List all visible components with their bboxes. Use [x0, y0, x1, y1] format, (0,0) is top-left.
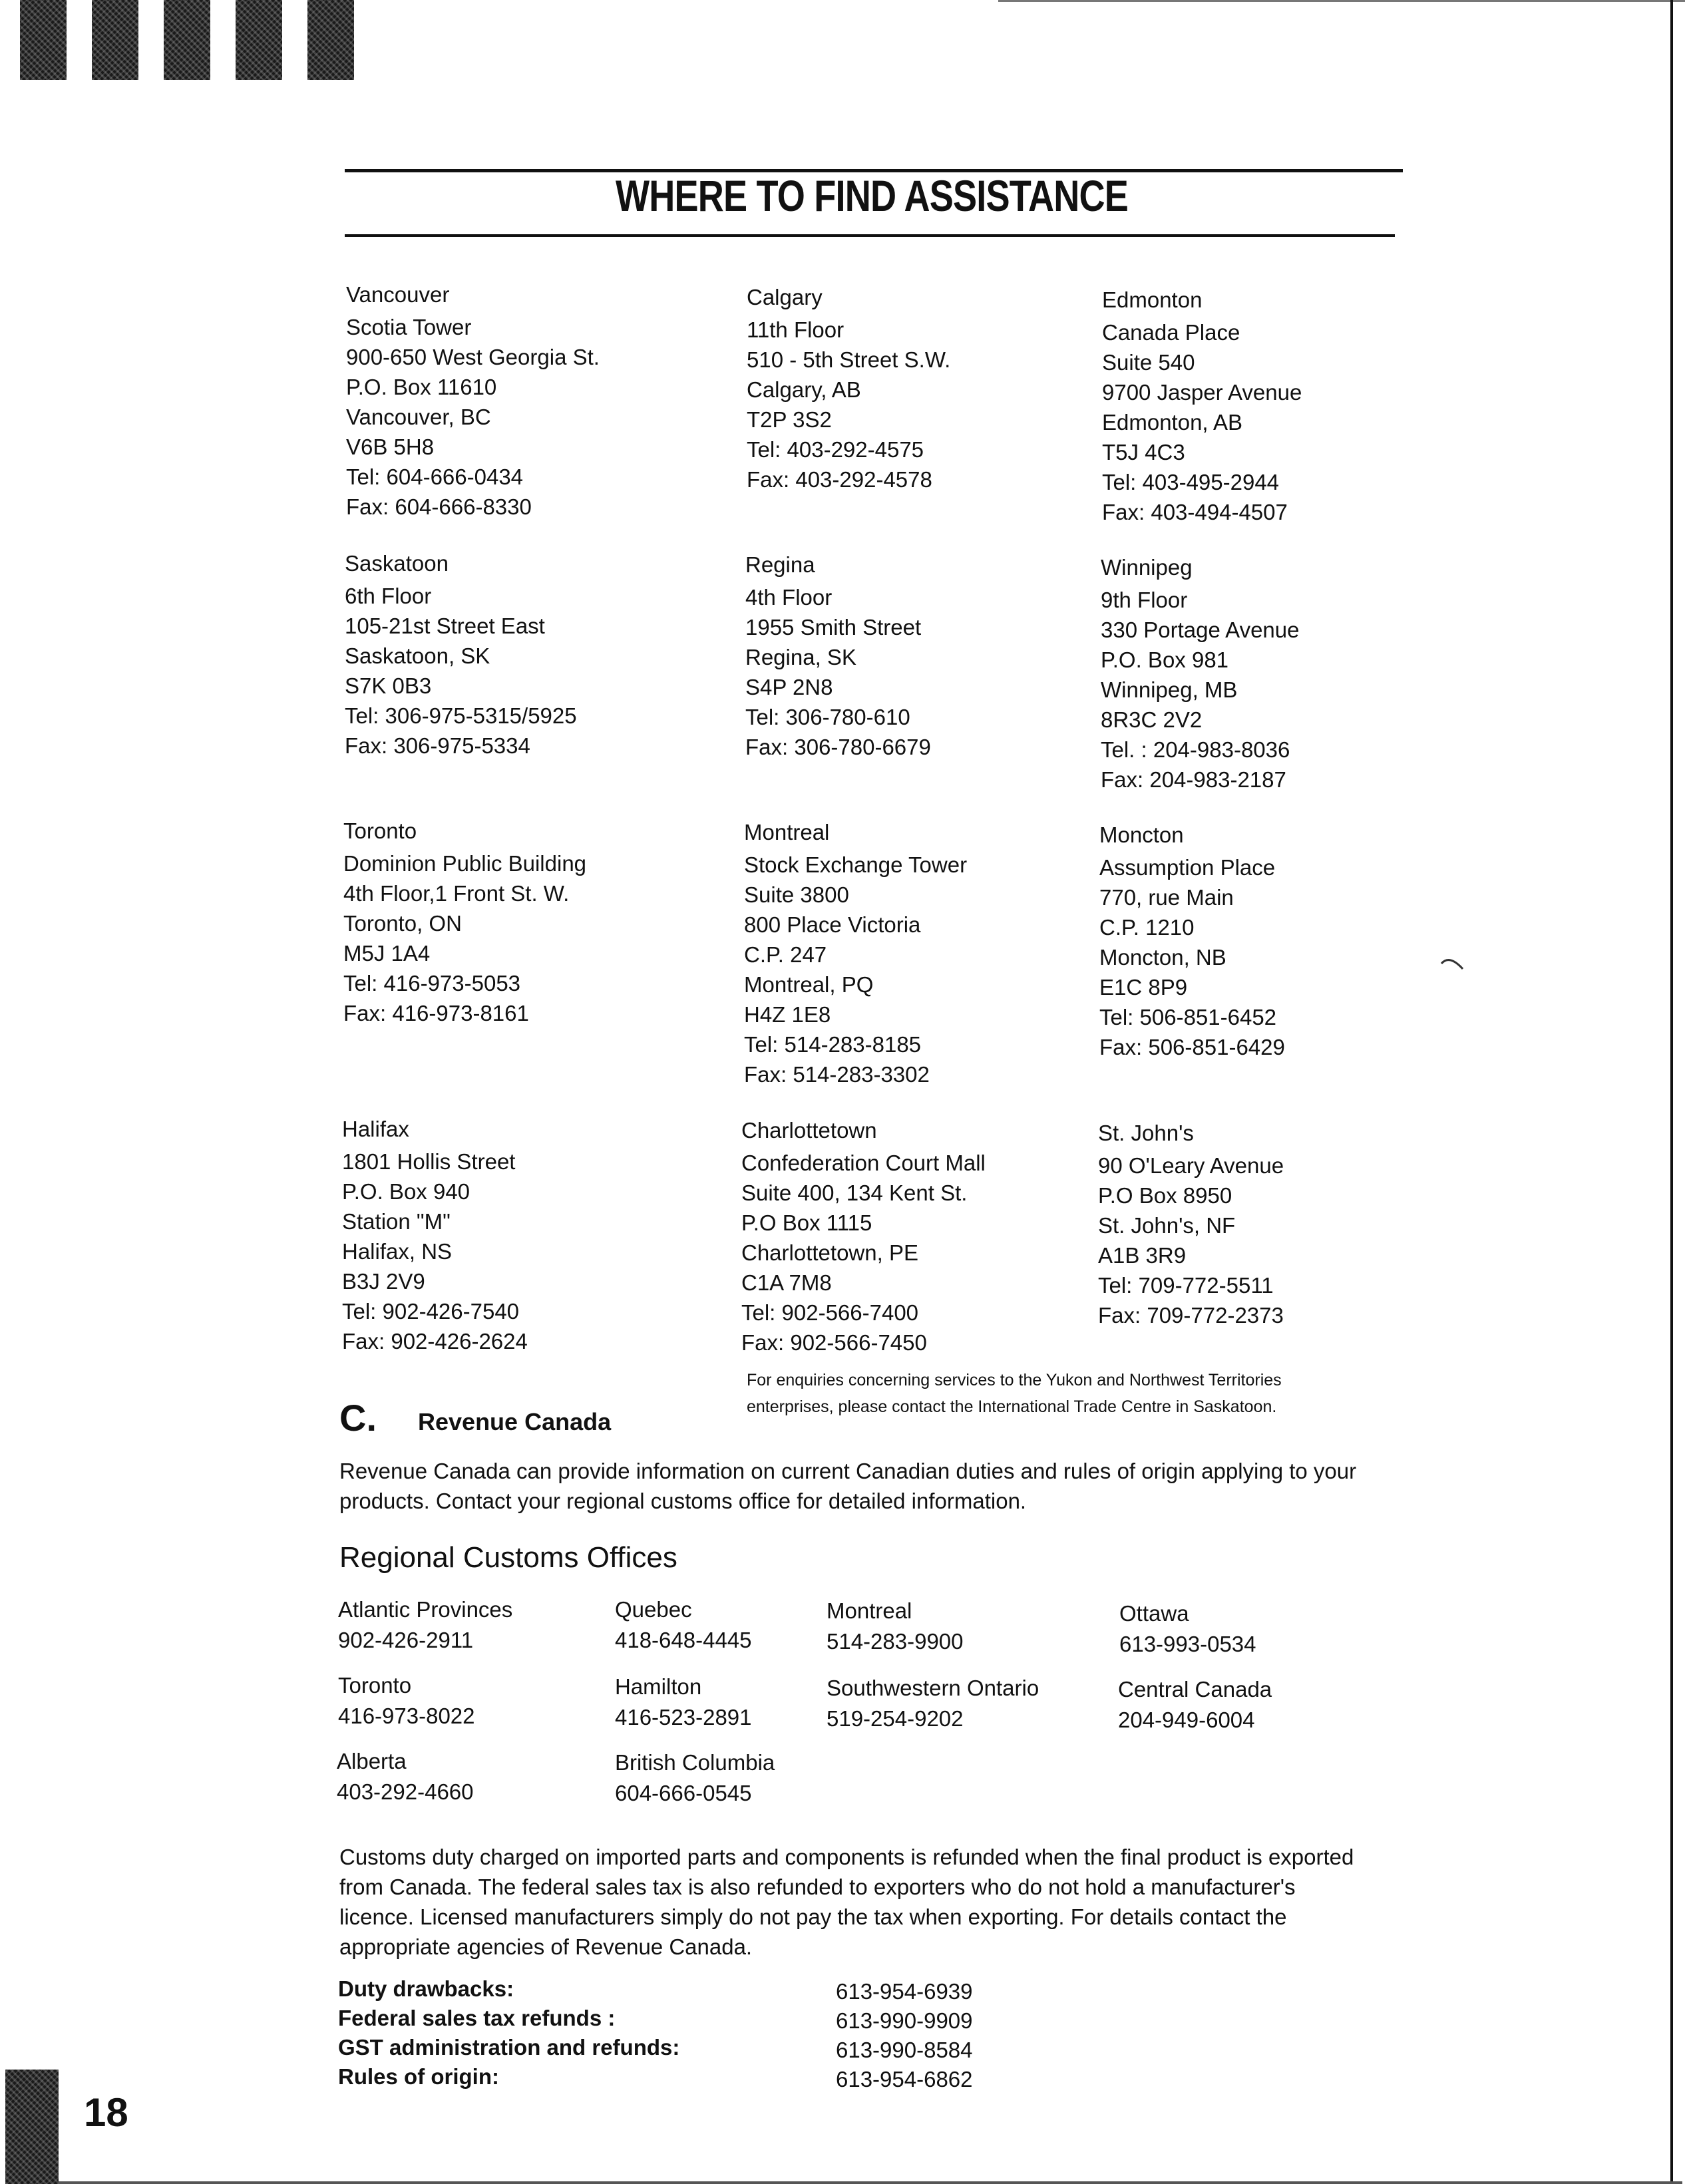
office-line: Fax: 506-851-6429 — [1099, 1035, 1285, 1059]
office-line: Fax: 514-283-3302 — [744, 1062, 930, 1087]
office-saskatoon — [345, 548, 691, 761]
regional-office-name: Southwestern Ontario — [827, 1676, 1039, 1700]
office-line: Suite 400, 134 Kent St. — [741, 1181, 968, 1205]
paragraph-line: from Canada. The federal sales tax is also refunded to exporters who do not hold a manufacturer's — [339, 1875, 1296, 1899]
office-line: 105-21st Street East — [345, 614, 545, 638]
office-line: 9th Floor — [1101, 588, 1188, 612]
regional-office — [827, 1673, 1039, 1734]
office-line: 90 O'Leary Avenue — [1098, 1153, 1284, 1178]
page-title: WHERE TO FIND ASSISTANCE — [615, 171, 1129, 220]
regional-office-name: Montreal — [827, 1598, 912, 1623]
texture-block-bottom — [5, 2070, 59, 2184]
office-line: T2P 3S2 — [747, 407, 832, 432]
office-line: B3J 2V9 — [342, 1269, 425, 1294]
regional-office — [615, 1594, 752, 1656]
office-line: Suite 3800 — [744, 882, 849, 907]
regional-office-name: Toronto — [338, 1673, 412, 1698]
regional-office-name: Atlantic Provinces — [338, 1597, 513, 1622]
office-line: Fax: 306-975-5334 — [345, 733, 530, 758]
drawback-phone: 613-954-6939 — [836, 1979, 973, 2004]
office-line: Halifax, NS — [342, 1239, 453, 1264]
regional-office — [338, 1670, 475, 1731]
office-line: Tel: 902-566-7400 — [741, 1300, 919, 1325]
office-line: Charlottetown, PE — [741, 1240, 918, 1265]
regional-office-name: Hamilton — [615, 1674, 702, 1699]
regional-office — [615, 1747, 775, 1809]
paragraph-line: Customs duty charged on imported parts and components is refunded when the final product is exported — [339, 1845, 1354, 1869]
regional-heading: Regional Customs Offices — [339, 1541, 677, 1574]
regional-office-phone: 204-949-6004 — [1118, 1708, 1255, 1732]
office-line: St. John's, NF — [1098, 1213, 1236, 1238]
office-line: Fax: 902-426-2624 — [342, 1329, 528, 1354]
regional-office-phone: 613-993-0534 — [1119, 1632, 1256, 1656]
office-line: C.P. 247 — [744, 942, 827, 967]
office-vancouver — [346, 279, 692, 522]
regional-office-phone: 416-973-8022 — [338, 1704, 475, 1728]
office-line: T5J 4C3 — [1102, 440, 1185, 464]
regional-office-name: British Columbia — [615, 1750, 775, 1775]
office-edmonton — [1102, 285, 1448, 527]
territories-note — [747, 1367, 1346, 1420]
office-line: Confederation Court Mall — [741, 1151, 986, 1175]
office-line: 11th Floor — [747, 317, 844, 342]
regional-office-phone: 418-648-4445 — [615, 1628, 752, 1652]
office-line: Dominion Public Building — [343, 851, 587, 876]
paragraph-line: licence. Licensed manufacturers simply do not pay the tax when exporting. For details contact the — [339, 1905, 1287, 1929]
office-line: S7K 0B3 — [345, 673, 432, 698]
office-line: 9700 Jasper Avenue — [1102, 380, 1302, 405]
office-line: P.O. Box 940 — [342, 1179, 470, 1204]
office-line: S4P 2N8 — [745, 675, 833, 699]
office-calgary — [747, 282, 1093, 494]
office-line: C.P. 1210 — [1099, 915, 1195, 940]
office-line: Fax: 403-494-4507 — [1102, 500, 1288, 524]
office-line: E1C 8P9 — [1099, 975, 1188, 1000]
office-line: 6th Floor — [345, 584, 432, 608]
office-line: Edmonton, AB — [1102, 410, 1242, 435]
regional-office — [337, 1746, 474, 1807]
office-city: Montreal — [744, 820, 830, 844]
texture-block-4 — [236, 0, 282, 80]
office-line: 900-650 West Georgia St. — [346, 345, 600, 369]
office-line: Fax: 709-772-2373 — [1098, 1303, 1284, 1328]
regional-office-phone: 416-523-2891 — [615, 1705, 752, 1729]
drawback-phone: 613-990-8584 — [836, 2038, 973, 2062]
office-line: V6B 5H8 — [346, 435, 435, 459]
office-line: 4th Floor — [745, 585, 833, 610]
office-city: Halifax — [342, 1117, 409, 1141]
texture-block-3 — [164, 0, 210, 80]
drawback-phone: 613-990-9909 — [836, 2008, 973, 2033]
office-line: Winnipeg, MB — [1101, 677, 1238, 702]
office-line: Tel: 506-851-6452 — [1099, 1005, 1277, 1029]
office-st-johns — [1098, 1118, 1444, 1330]
office-city: Moncton — [1099, 822, 1184, 847]
regional-office-phone: 519-254-9202 — [827, 1706, 964, 1731]
office-line: M5J 1A4 — [343, 941, 431, 966]
regional-office-phone: 403-292-4660 — [337, 1779, 474, 1804]
office-line: 510 - 5th Street S.W. — [747, 347, 951, 372]
office-line: 8R3C 2V2 — [1101, 707, 1203, 732]
drawback-label: GST administration and refunds: — [338, 2035, 680, 2060]
drawback-label: Federal sales tax refunds : — [338, 2006, 616, 2030]
top-edge-rule — [998, 0, 1685, 2]
office-city: Calgary — [747, 285, 823, 309]
office-line: Saskatoon, SK — [345, 643, 490, 668]
texture-block-1 — [20, 0, 67, 80]
office-line: Tel: 403-495-2944 — [1102, 470, 1280, 494]
office-line: Stock Exchange Tower — [744, 852, 968, 877]
office-line: Tel: 306-780-610 — [745, 705, 910, 729]
regional-office — [1119, 1598, 1256, 1660]
office-line: 800 Place Victoria — [744, 912, 921, 937]
office-line: Fax: 306-780-6679 — [745, 735, 931, 759]
drawback-phone: 613-954-6862 — [836, 2067, 973, 2092]
intro-paragraph — [339, 1456, 1384, 1516]
office-halifax — [342, 1114, 688, 1356]
office-city: St. John's — [1098, 1121, 1194, 1145]
office-line: Tel: 306-975-5315/5925 — [345, 703, 577, 728]
office-city: Saskatoon — [345, 551, 449, 576]
regional-office-name: Central Canada — [1118, 1677, 1272, 1702]
office-regina — [745, 550, 1091, 762]
office-line: P.O Box 8950 — [1098, 1183, 1232, 1208]
office-line: Tel: 709-772-5511 — [1098, 1273, 1274, 1298]
regional-office-phone: 902-426-2911 — [338, 1628, 474, 1652]
office-winnipeg — [1101, 552, 1447, 795]
office-line: P.O. Box 11610 — [346, 375, 497, 399]
office-line: Station "M" — [342, 1209, 451, 1234]
office-line: Moncton, NB — [1099, 945, 1226, 970]
drawback-label: Duty drawbacks: — [338, 1976, 514, 2001]
paragraph-line: products. Contact your regional customs office for detailed information. — [339, 1489, 1027, 1513]
paragraph-line: Revenue Canada can provide information on current Canadian duties and rules of origin applying to your — [339, 1459, 1357, 1483]
office-moncton — [1099, 820, 1445, 1062]
office-line: Toronto, ON — [343, 911, 462, 936]
office-line: Fax: 416-973-8161 — [343, 1001, 529, 1025]
office-line: Regina, SK — [745, 645, 856, 669]
office-line: Calgary, AB — [747, 377, 861, 402]
section-title: Revenue Canada — [418, 1408, 612, 1435]
office-line: Vancouver, BC — [346, 405, 491, 429]
office-toronto — [343, 816, 689, 1028]
office-line: 1955 Smith Street — [745, 615, 922, 639]
office-line: C1A 7M8 — [741, 1270, 832, 1295]
page-number: 18 — [84, 2090, 128, 2135]
office-line: Tel: 403-292-4575 — [747, 437, 924, 462]
office-line: Tel. : 204-983-8036 — [1101, 737, 1290, 762]
regional-office-name: Ottawa — [1119, 1601, 1189, 1626]
refund-paragraph — [339, 1842, 1384, 1962]
note-line: enterprises, please contact the International Trade Centre in Saskatoon. — [747, 1397, 1277, 1416]
regional-office — [338, 1594, 512, 1656]
office-line: 4th Floor,1 Front St. W. — [343, 881, 570, 906]
office-line: 1801 Hollis Street — [342, 1149, 516, 1174]
right-edge-rule — [1670, 0, 1673, 2184]
office-line: Fax: 403-292-4578 — [747, 467, 932, 492]
office-line: Fax: 204-983-2187 — [1101, 767, 1286, 792]
office-line: Tel: 604-666-0434 — [346, 464, 524, 489]
office-line: P.O. Box 981 — [1101, 647, 1229, 672]
office-line: 330 Portage Avenue — [1101, 618, 1300, 642]
regional-office — [615, 1672, 752, 1733]
office-city: Regina — [745, 552, 815, 577]
office-line: Tel: 416-973-5053 — [343, 971, 521, 996]
office-montreal — [744, 817, 1090, 1089]
regional-office-name: Quebec — [615, 1597, 692, 1622]
office-charlottetown — [741, 1115, 1087, 1358]
office-line: Tel: 514-283-8185 — [744, 1032, 922, 1057]
texture-block-2 — [92, 0, 138, 80]
texture-block-5 — [307, 0, 354, 80]
regional-office-phone: 604-666-0545 — [615, 1781, 752, 1805]
paragraph-line: appropriate agencies of Revenue Canada. — [339, 1934, 753, 1959]
office-line: 770, rue Main — [1099, 885, 1234, 910]
regional-office — [1118, 1674, 1272, 1735]
office-line: P.O Box 1115 — [741, 1210, 872, 1235]
office-line: H4Z 1E8 — [744, 1002, 831, 1027]
office-line: Assumption Place — [1099, 855, 1276, 880]
regional-office-name: Alberta — [337, 1749, 407, 1773]
section-letter: C. — [339, 1397, 377, 1439]
office-line: Montreal, PQ — [744, 972, 874, 997]
office-city: Winnipeg — [1101, 555, 1193, 580]
office-line: Tel: 902-426-7540 — [342, 1299, 520, 1324]
office-city: Charlottetown — [741, 1118, 877, 1143]
office-line: Fax: 902-566-7450 — [741, 1330, 927, 1355]
note-line: For enquiries concerning services to the Yukon and Northwest Territories — [747, 1371, 1282, 1389]
office-line: Canada Place — [1102, 320, 1240, 345]
office-line: Scotia Tower — [346, 315, 472, 339]
office-line: A1B 3R9 — [1098, 1243, 1187, 1268]
office-city: Vancouver — [346, 282, 450, 307]
regional-office — [827, 1596, 964, 1657]
drawback-label: Rules of origin: — [338, 2064, 499, 2089]
office-city: Toronto — [343, 819, 417, 843]
office-line: Fax: 604-666-8330 — [346, 494, 532, 519]
header-rule-bottom — [345, 234, 1395, 237]
regional-office-phone: 514-283-9900 — [827, 1629, 964, 1654]
scan-mark — [1440, 954, 1464, 972]
office-city: Edmonton — [1102, 287, 1203, 312]
bottom-edge-rule — [59, 2181, 1682, 2184]
office-line: Suite 540 — [1102, 350, 1195, 375]
